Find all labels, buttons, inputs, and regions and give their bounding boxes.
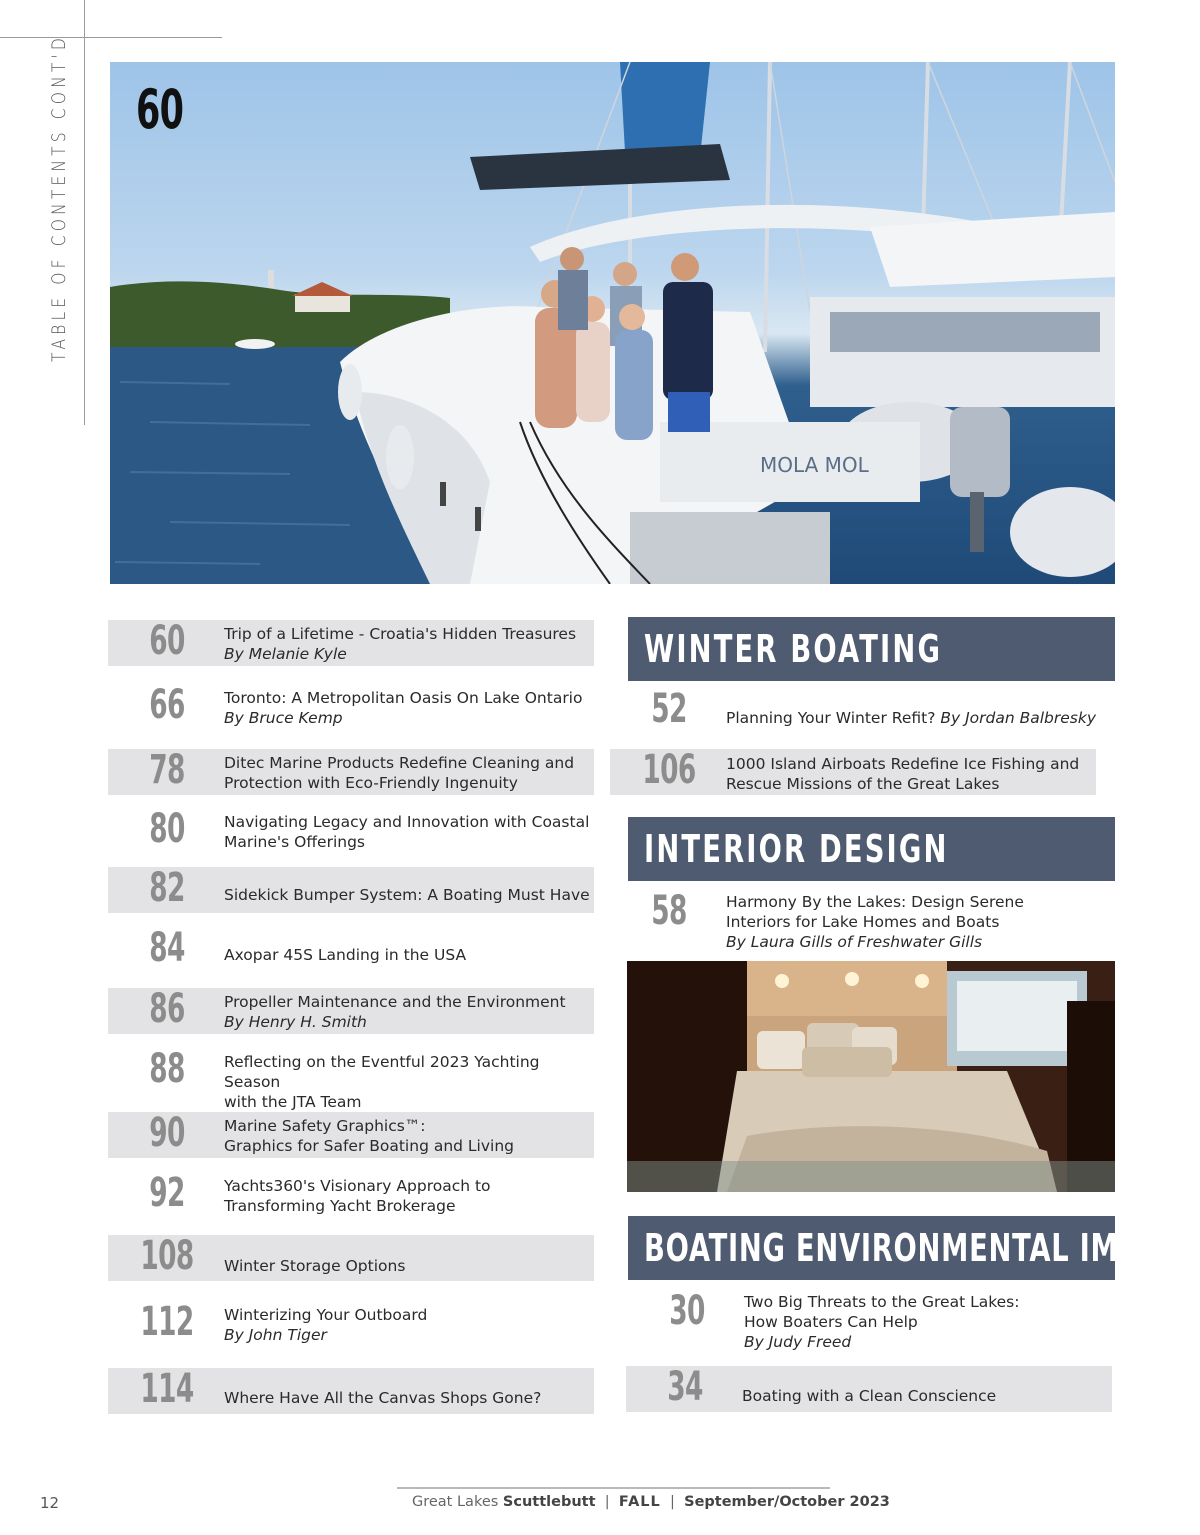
toc-byline: By John Tiger	[224, 1326, 327, 1344]
bedroom-illustration	[627, 961, 1115, 1192]
toc-title	[224, 812, 594, 852]
toc-page-number: 82	[149, 865, 185, 911]
toc-title-line: Yachts360's Visionary Approach to	[224, 1177, 491, 1195]
toc-title	[726, 754, 1079, 794]
toc-byline: By Judy Freed	[744, 1333, 852, 1351]
toc-item-66[interactable]	[108, 684, 594, 730]
toc-title	[224, 992, 594, 1032]
toc-item-30[interactable]	[628, 1290, 1114, 1354]
toc-page-number: 66	[149, 682, 185, 728]
section-heading-text: WINTER BOATING	[644, 627, 943, 671]
toc-page-number: 114	[140, 1366, 194, 1412]
toc-title-line: Marine Safety Graphics™:	[224, 1117, 426, 1135]
interior-bedroom-photo[interactable]	[627, 961, 1115, 1192]
toc-title-line: Planning Your Winter Refit?	[726, 709, 936, 727]
footer-separator: |	[665, 1494, 680, 1510]
section-heading-text: BOATING ENVIRONMENTAL IMPACT	[644, 1226, 1199, 1270]
toc-item-92[interactable]	[108, 1172, 594, 1218]
issue-date: September/October 2023	[684, 1494, 890, 1510]
toc-page-number: 78	[149, 747, 185, 793]
toc-title: Sidekick Bumper System: A Boating Must Have	[224, 886, 590, 904]
toc-title-line-2: Graphics for Safer Boating and Living	[224, 1137, 515, 1155]
toc-byline: By Jordan Balbresky	[940, 709, 1097, 727]
footer-rule	[397, 1487, 830, 1489]
toc-page-number: 60	[149, 618, 185, 664]
hero-page-number: 60	[136, 78, 184, 141]
toc-title: Where Have All the Canvas Shops Gone?	[224, 1389, 542, 1407]
toc-item-86[interactable]	[108, 988, 594, 1034]
toc-item-90[interactable]	[108, 1112, 594, 1158]
toc-title-line: Harmony By the Lakes: Design Serene	[726, 893, 1024, 911]
toc-title-line-2: How Boaters Can Help	[744, 1313, 918, 1331]
toc-title-line-2: Rescue Missions of the Great Lakes	[726, 775, 1000, 793]
toc-item-106[interactable]	[610, 749, 1096, 795]
toc-item-58[interactable]	[610, 890, 1096, 954]
publication-prefix: Great Lakes	[412, 1494, 503, 1510]
toc-title	[224, 1176, 594, 1216]
toc-title	[224, 624, 594, 664]
toc-page-number: 84	[149, 925, 185, 971]
toc-title	[224, 1052, 594, 1112]
toc-page-number: 88	[149, 1046, 185, 1092]
svg-text:MOLA MOL: MOLA MOL	[760, 453, 869, 477]
toc-page-number: 30	[669, 1288, 705, 1334]
toc-item-84[interactable]	[108, 927, 594, 973]
toc-item-52[interactable]	[610, 688, 1096, 734]
toc-title-line: Toronto: A Metropolitan Oasis On Lake Ontario	[224, 689, 583, 707]
publication-name: Scuttlebutt	[502, 1494, 596, 1510]
toc-title	[744, 1292, 1019, 1352]
toc-title-line-2: Marine's Offerings	[224, 833, 366, 851]
toc-page-number: 80	[149, 806, 185, 852]
toc-page-number: 108	[140, 1233, 194, 1279]
toc-item-34[interactable]	[626, 1366, 1112, 1412]
toc-title	[224, 753, 594, 793]
toc-item-88[interactable]	[108, 1046, 594, 1111]
toc-title: Winter Storage Options	[224, 1257, 406, 1275]
toc-title: Boating with a Clean Conscience	[742, 1387, 997, 1405]
toc-title	[224, 1305, 594, 1345]
toc-title: Axopar 45S Landing in the USA	[224, 946, 467, 964]
toc-page-number: 58	[651, 888, 687, 934]
toc-page-number: 90	[149, 1110, 185, 1156]
publication-footer	[412, 1494, 890, 1510]
footer-separator: |	[600, 1494, 615, 1510]
toc-title-line: Ditec Marine Products Redefine Cleaning and	[224, 754, 575, 772]
toc-byline: By Laura Gills of Freshwater Gills	[726, 933, 983, 951]
section-heading-winter-boating	[628, 617, 1115, 681]
hero-photo-catamaran[interactable]	[110, 62, 1115, 584]
page-number: 12	[40, 1494, 60, 1512]
toc-title-line: Navigating Legacy and Innovation with Coastal	[224, 813, 590, 831]
toc-byline: By Henry H. Smith	[224, 1013, 367, 1031]
toc-item-78[interactable]	[108, 749, 594, 795]
toc-title-line-2: Transforming Yacht Brokerage	[224, 1197, 456, 1215]
toc-title	[224, 1116, 594, 1156]
toc-title-line-2: Interiors for Lake Homes and Boats	[726, 913, 1000, 931]
toc-title	[726, 892, 1024, 952]
toc-page-number: 86	[149, 986, 185, 1032]
corner-rule-vertical	[84, 0, 85, 425]
toc-title-line: Reflecting on the Eventful 2023 Yachting Season	[224, 1053, 540, 1091]
toc-page-number: 52	[651, 686, 687, 732]
toc-item-108[interactable]	[108, 1235, 594, 1281]
toc-item-80[interactable]	[108, 808, 594, 854]
toc-item-112[interactable]	[108, 1301, 594, 1347]
corner-rule-horizontal	[0, 37, 222, 38]
toc-title	[726, 708, 1096, 728]
toc-byline: By Melanie Kyle	[224, 645, 347, 663]
toc-item-60[interactable]	[108, 620, 594, 666]
toc-page-number: 106	[642, 747, 696, 793]
season-label: FALL	[618, 1494, 661, 1510]
toc-page-number: 112	[140, 1299, 194, 1345]
catamaran-illustration	[110, 62, 1115, 584]
toc-title-line: Propeller Maintenance and the Environment	[224, 993, 566, 1011]
toc-item-114[interactable]	[108, 1368, 594, 1414]
toc-title-line-2: with the JTA Team	[224, 1093, 362, 1111]
toc-title-line: Trip of a Lifetime - Croatia's Hidden Treasures	[224, 625, 577, 643]
toc-title-line: 1000 Island Airboats Redefine Ice Fishing and	[726, 755, 1080, 773]
toc-title-line-2: Protection with Eco-Friendly Ingenuity	[224, 774, 518, 792]
toc-title-line: Two Big Threats to the Great Lakes:	[744, 1293, 1020, 1311]
toc-item-82[interactable]	[108, 867, 594, 913]
toc-page-number: 92	[149, 1170, 185, 1216]
toc-page-number: 34	[667, 1364, 703, 1410]
toc-byline: By Bruce Kemp	[224, 709, 343, 727]
section-heading-boating-environmental-impact	[628, 1216, 1199, 1280]
side-label: TABLE OF CONTENTS CONT'D	[48, 34, 70, 362]
section-heading-text: INTERIOR DESIGN	[644, 827, 949, 871]
section-heading-interior-design	[628, 817, 1115, 881]
toc-title	[224, 688, 594, 728]
toc-title-line: Winterizing Your Outboard	[224, 1306, 428, 1324]
